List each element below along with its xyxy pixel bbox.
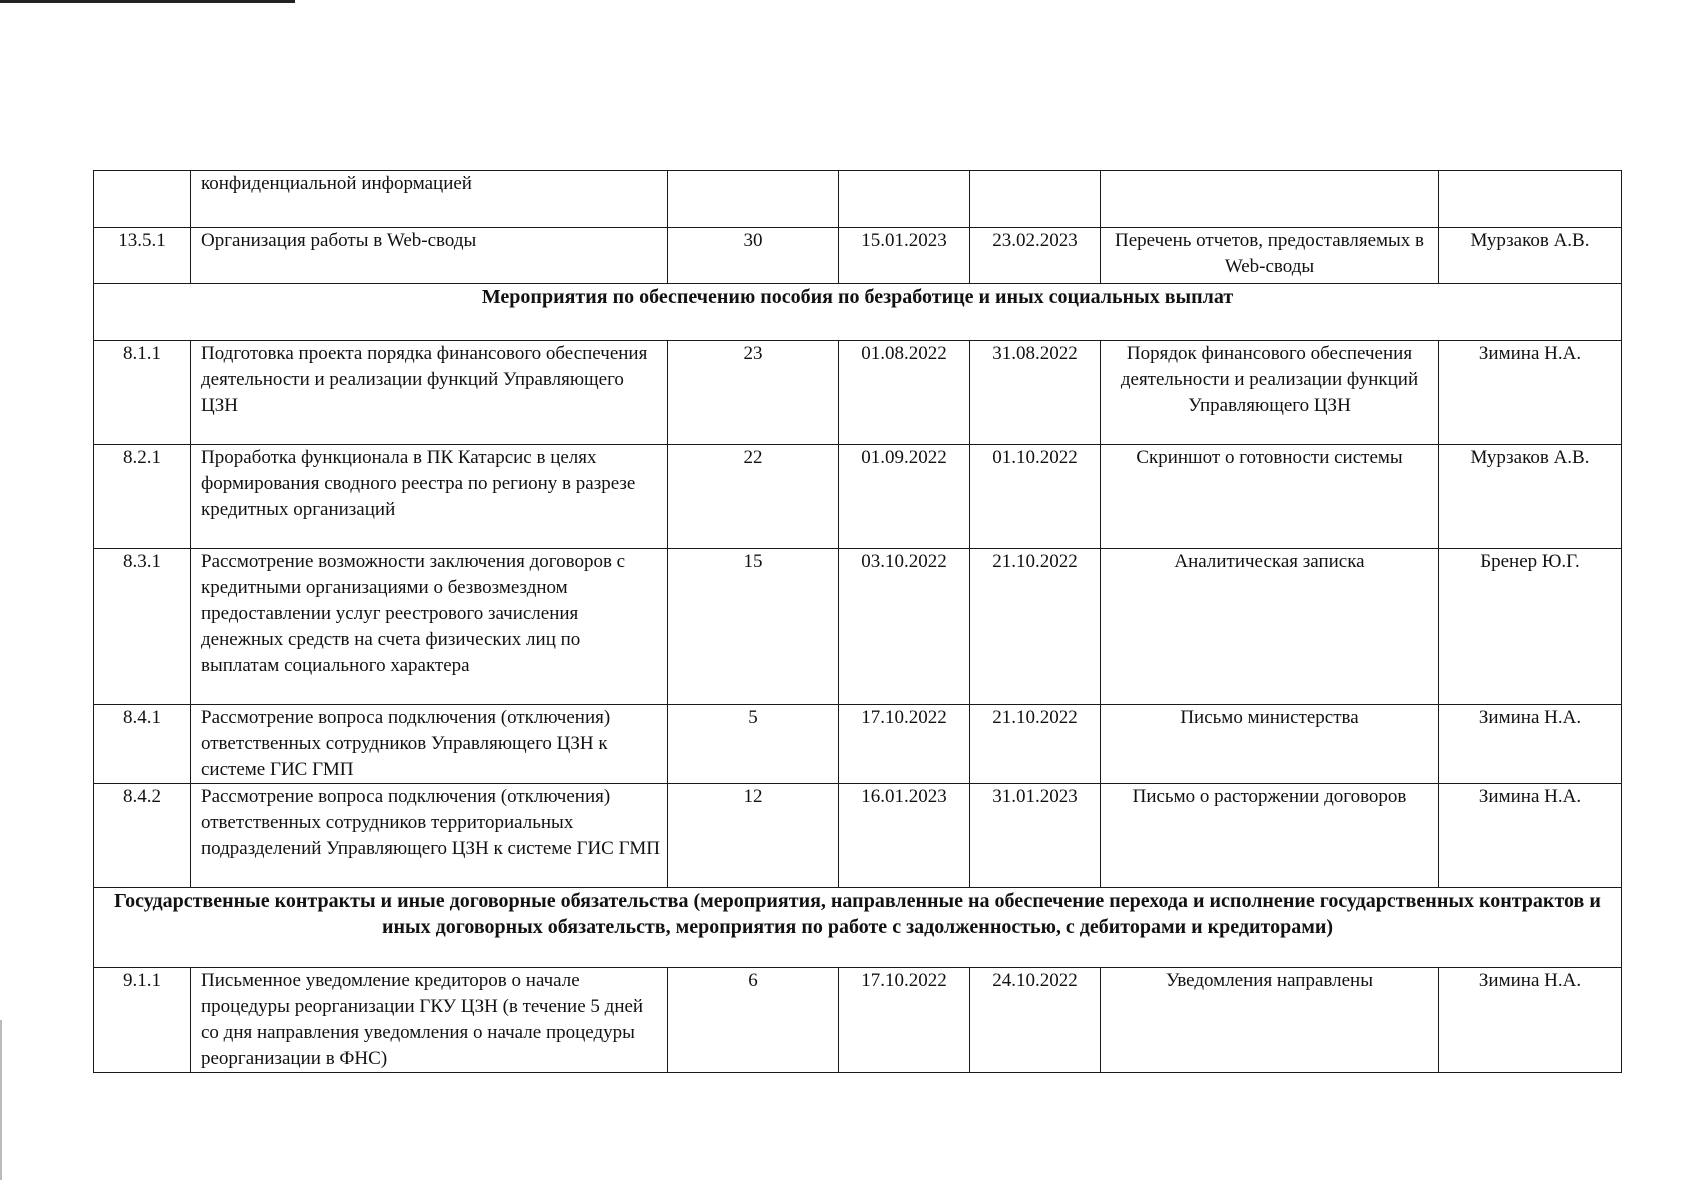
- row-days: 22: [668, 445, 839, 549]
- row-result: Скриншот о готовности системы: [1101, 445, 1439, 549]
- scan-edge-mark: [0, 0, 295, 3]
- row-responsible: Бренер Ю.Г.: [1439, 549, 1622, 705]
- row-id: 13.5.1: [94, 228, 191, 284]
- row-activity: Рассмотрение возможности заключения договоров с кредитными организациями о безвозмездном предоставлении услуг реестрового зачисления денежных средств на счета физических лиц по выплатам социального характера: [191, 549, 668, 705]
- row-end-date: 31.08.2022: [970, 341, 1101, 445]
- row-end-date: 31.01.2023: [970, 784, 1101, 888]
- row-end-date: 01.10.2022: [970, 445, 1101, 549]
- row-id: [94, 171, 191, 228]
- table-row: [94, 705, 1622, 784]
- row-responsible: Зимина Н.А.: [1439, 968, 1622, 1073]
- row-id: 8.4.2: [94, 784, 191, 888]
- row-days: 15: [668, 549, 839, 705]
- section-header-row: [94, 888, 1622, 968]
- plan-table-container: [93, 170, 1621, 1073]
- table-row: [94, 341, 1622, 445]
- row-activity: конфиденциальной информацией: [191, 171, 668, 228]
- row-id: 9.1.1: [94, 968, 191, 1073]
- row-end-date: 21.10.2022: [970, 549, 1101, 705]
- table-row: [94, 171, 1622, 228]
- row-end-date: [970, 171, 1101, 228]
- row-result: Аналитическая записка: [1101, 549, 1439, 705]
- row-activity: Подготовка проекта порядка финансового обеспечения деятельности и реализации функций Управляющего ЦЗН: [191, 341, 668, 445]
- row-result: [1101, 171, 1439, 228]
- row-responsible: Зимина Н.А.: [1439, 784, 1622, 888]
- row-result: Порядок финансового обеспечения деятельности и реализации функций Управляющего ЦЗН: [1101, 341, 1439, 445]
- row-days: 30: [668, 228, 839, 284]
- row-start-date: [839, 171, 970, 228]
- row-start-date: 03.10.2022: [839, 549, 970, 705]
- row-result: Письмо министерства: [1101, 705, 1439, 784]
- row-result: Перечень отчетов, предоставляемых в Web-своды: [1101, 228, 1439, 284]
- table-row: [94, 968, 1622, 1073]
- row-id: 8.4.1: [94, 705, 191, 784]
- scan-edge-mark-left: [0, 1020, 2, 1180]
- row-end-date: 23.02.2023: [970, 228, 1101, 284]
- row-id: 8.2.1: [94, 445, 191, 549]
- row-start-date: 15.01.2023: [839, 228, 970, 284]
- row-days: 6: [668, 968, 839, 1073]
- section-title-contracts: Государственные контракты и иные договорные обязательства (мероприятия, направленные на обеспечение перехода и исполнение государственных контрактов и иных договорных обязательств, мероприятия по работе с задолженностью, с дебиторами и кредиторами): [94, 888, 1622, 968]
- row-start-date: 17.10.2022: [839, 705, 970, 784]
- row-activity: Организация работы в Web-своды: [191, 228, 668, 284]
- row-days: [668, 171, 839, 228]
- row-start-date: 16.01.2023: [839, 784, 970, 888]
- row-responsible: Мурзаков А.В.: [1439, 445, 1622, 549]
- row-result: Письмо о расторжении договоров: [1101, 784, 1439, 888]
- row-activity: Рассмотрение вопроса подключения (отключения) ответственных сотрудников Управляющего ЦЗН к системе ГИС ГМП: [191, 705, 668, 784]
- row-activity: Проработка функционала в ПК Катарсис в целях формирования сводного реестра по региону в разрезе кредитных организаций: [191, 445, 668, 549]
- row-end-date: 24.10.2022: [970, 968, 1101, 1073]
- plan-table: [93, 170, 1622, 1073]
- table-row: [94, 445, 1622, 549]
- section-header-row: [94, 284, 1622, 341]
- row-days: 12: [668, 784, 839, 888]
- table-row: [94, 549, 1622, 705]
- row-start-date: 01.08.2022: [839, 341, 970, 445]
- row-id: 8.3.1: [94, 549, 191, 705]
- table-row: [94, 784, 1622, 888]
- row-id: 8.1.1: [94, 341, 191, 445]
- row-responsible: Мурзаков А.В.: [1439, 228, 1622, 284]
- row-responsible: Зимина Н.А.: [1439, 705, 1622, 784]
- row-start-date: 17.10.2022: [839, 968, 970, 1073]
- row-activity: Рассмотрение вопроса подключения (отключения) ответственных сотрудников территориальных подразделений Управляющего ЦЗН к системе ГИС ГМП: [191, 784, 668, 888]
- row-result: Уведомления направлены: [1101, 968, 1439, 1073]
- table-row: [94, 228, 1622, 284]
- row-activity: Письменное уведомление кредиторов о начале процедуры реорганизации ГКУ ЦЗН (в течение 5 дней со дня направления уведомления о начале процедуры реорганизации в ФНС): [191, 968, 668, 1073]
- row-days: 23: [668, 341, 839, 445]
- row-responsible: [1439, 171, 1622, 228]
- row-days: 5: [668, 705, 839, 784]
- row-start-date: 01.09.2022: [839, 445, 970, 549]
- row-end-date: 21.10.2022: [970, 705, 1101, 784]
- row-responsible: Зимина Н.А.: [1439, 341, 1622, 445]
- section-title-unemployment: Мероприятия по обеспечению пособия по безработице и иных социальных выплат: [94, 284, 1622, 341]
